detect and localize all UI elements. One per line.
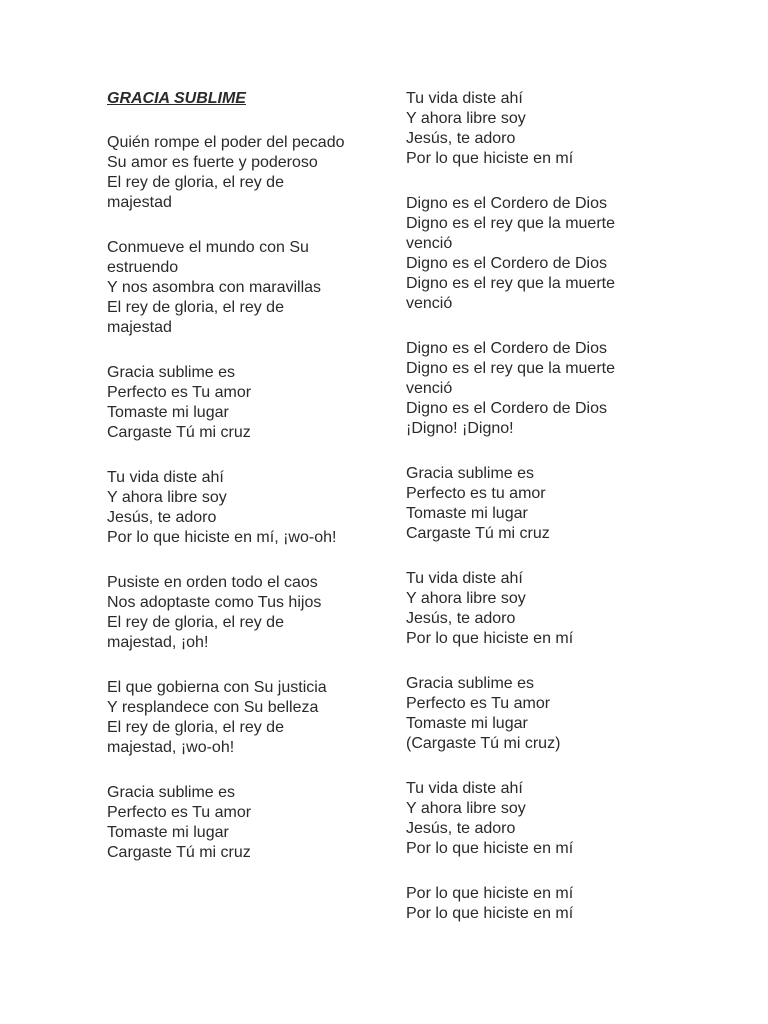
lyric-line: Jesús, te adoro (406, 820, 516, 837)
lyric-line: Y ahora libre soy (406, 800, 526, 817)
lyric-line: El que gobierna con Su justicia (107, 679, 327, 696)
right-stanza-list (406, 89, 656, 924)
lyric-line: venció (406, 295, 453, 312)
lyric-line: Jesús, te adoro (406, 610, 516, 627)
lyric-line: majestad (107, 319, 172, 336)
stanza (107, 468, 377, 548)
lyric-line: Jesús, te adoro (107, 509, 217, 526)
left-column (107, 89, 377, 888)
lyric-line: Digno es el rey que la muerte (406, 275, 615, 292)
stanza (406, 464, 656, 544)
lyric-line: Tu vida diste ahí (406, 90, 523, 107)
lyric-line: Tomaste mi lugar (406, 505, 528, 522)
lyric-line: Por lo que hiciste en mí (406, 905, 574, 922)
stanza (406, 779, 656, 859)
lyric-line: Digno es el Cordero de Dios (406, 195, 607, 212)
lyric-line: Digno es el rey que la muerte (406, 360, 615, 377)
lyric-line: Cargaste Tú mi cruz (406, 525, 550, 542)
lyric-line: Tu vida diste ahí (406, 570, 523, 587)
right-column (406, 89, 656, 949)
lyric-line: Cargaste Tú mi cruz (107, 424, 251, 441)
lyric-line: estruendo (107, 259, 179, 276)
lyric-line: El rey de gloria, el rey de (107, 614, 284, 631)
lyric-line: Conmueve el mundo con Su (107, 239, 309, 256)
lyric-line: El rey de gloria, el rey de (107, 299, 284, 316)
lyric-line: venció (406, 235, 453, 252)
lyric-line: Tomaste mi lugar (406, 715, 528, 732)
stanza (406, 569, 656, 649)
lyric-line: ¡Digno! ¡Digno! (406, 420, 514, 437)
lyric-line: Por lo que hiciste en mí (406, 885, 574, 902)
lyric-line: Y nos asombra con maravillas (107, 279, 322, 296)
lyric-line: Perfecto es tu amor (406, 485, 546, 502)
lyric-line: Y resplandece con Su belleza (107, 699, 319, 716)
stanza (406, 674, 656, 754)
lyric-line: Quién rompe el poder del pecado (107, 134, 345, 151)
lyric-line: venció (406, 380, 453, 397)
stanza (107, 573, 377, 653)
lyric-line: Cargaste Tú mi cruz (107, 844, 251, 861)
lyric-line: Pusiste en orden todo el caos (107, 574, 318, 591)
lyric-line: Por lo que hiciste en mí (406, 630, 574, 647)
lyric-line: Perfecto es Tu amor (107, 804, 252, 821)
lyric-line: Digno es el Cordero de Dios (406, 400, 607, 417)
lyric-line: Digno es el Cordero de Dios (406, 340, 607, 357)
lyric-line: (Cargaste Tú mi cruz) (406, 735, 561, 752)
lyric-line: Por lo que hiciste en mí (406, 840, 574, 857)
lyric-line: Tu vida diste ahí (406, 780, 523, 797)
lyric-line: Por lo que hiciste en mí (406, 150, 574, 167)
stanza (406, 194, 656, 314)
lyric-line: majestad, ¡wo-oh! (107, 739, 235, 756)
stanza (107, 238, 377, 338)
lyric-line: Tu vida diste ahí (107, 469, 224, 486)
lyric-line: Nos adoptaste como Tus hijos (107, 594, 322, 611)
lyric-line: majestad, ¡oh! (107, 634, 209, 651)
lyric-line: Gracia sublime es (107, 784, 236, 801)
lyric-line: Perfecto es Tu amor (406, 695, 551, 712)
lyric-line: Gracia sublime es (107, 364, 236, 381)
stanza (406, 884, 656, 924)
lyric-line: Su amor es fuerte y poderoso (107, 154, 318, 171)
lyric-line: Perfecto es Tu amor (107, 384, 252, 401)
lyric-line: Gracia sublime es (406, 465, 535, 482)
lyric-line: Y ahora libre soy (107, 489, 227, 506)
lyric-line: Digno es el rey que la muerte (406, 215, 615, 232)
stanza (107, 363, 377, 443)
song-title: GRACIA SUBLIME (107, 90, 246, 107)
stanza (406, 339, 656, 439)
lyric-line: Tomaste mi lugar (107, 404, 229, 421)
lyric-line: Tomaste mi lugar (107, 824, 229, 841)
lyric-line: majestad (107, 194, 172, 211)
lyric-line: El rey de gloria, el rey de (107, 719, 284, 736)
left-stanza-list (107, 133, 377, 863)
stanza (406, 89, 656, 169)
lyric-line: Y ahora libre soy (406, 590, 526, 607)
lyric-line: Por lo que hiciste en mí, ¡wo-oh! (107, 529, 337, 546)
stanza (107, 678, 377, 758)
lyric-line: Gracia sublime es (406, 675, 535, 692)
stanza (107, 783, 377, 863)
lyric-line: Jesús, te adoro (406, 130, 516, 147)
lyric-line: Digno es el Cordero de Dios (406, 255, 607, 272)
stanza (107, 133, 377, 213)
lyric-line: Y ahora libre soy (406, 110, 526, 127)
lyric-line: El rey de gloria, el rey de (107, 174, 284, 191)
